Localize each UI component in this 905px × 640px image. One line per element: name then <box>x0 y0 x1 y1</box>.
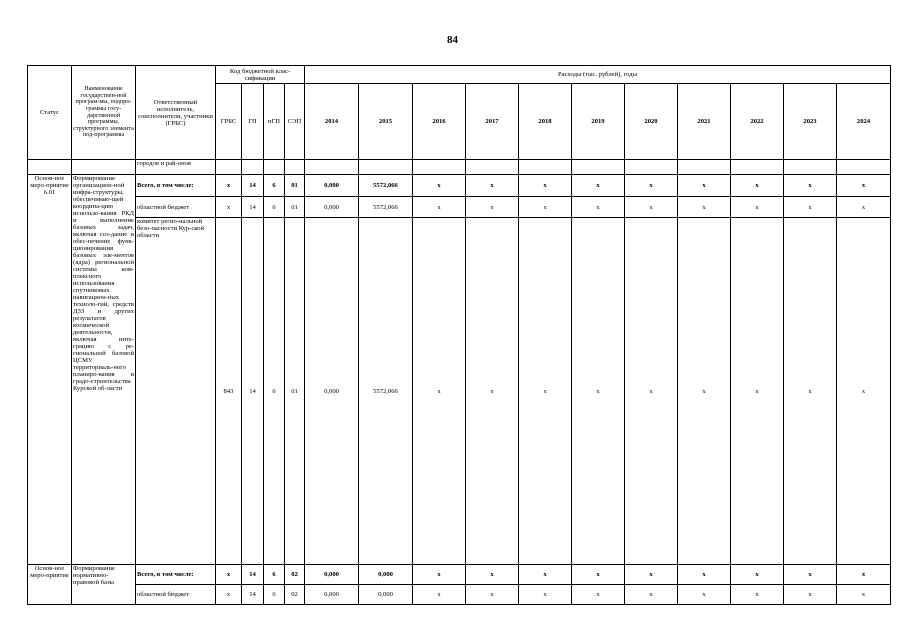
value-cell: x <box>625 585 678 605</box>
value-cell: 0,000 <box>305 175 359 197</box>
value-cell: x <box>625 565 678 585</box>
value-cell: x <box>837 218 891 565</box>
header-status: Статус <box>28 66 72 160</box>
executor-cell: областной бюджет <box>136 197 216 218</box>
executor-cell: Всего, в том числе: <box>136 565 216 585</box>
header-executor: Ответственный исполнитель, соисполнители, участники (ГРБС) <box>136 66 216 160</box>
code-gp-cell: 14 <box>242 218 264 565</box>
value-cell: x <box>784 565 837 585</box>
value-cell: x <box>731 585 784 605</box>
table-row <box>28 218 891 565</box>
header-code-gp: ГП <box>242 84 264 160</box>
value-cell: 5572,066 <box>359 197 413 218</box>
value-cell: x <box>413 218 466 565</box>
code-grbs-cell: x <box>216 175 242 197</box>
header-year-2022: 2022 <box>731 84 784 160</box>
header-year-2019: 2019 <box>572 84 625 160</box>
value-cell: x <box>572 218 625 565</box>
value-cell: 0,000 <box>359 565 413 585</box>
header-year-2023: 2023 <box>784 84 837 160</box>
table-row <box>28 585 891 605</box>
value-cell: x <box>572 565 625 585</box>
header-year-2016: 2016 <box>413 84 466 160</box>
table-row <box>28 197 891 218</box>
executor-cell: комитет регио-нальной безо-пасности Кур-ской области <box>136 218 216 565</box>
value-cell: x <box>731 218 784 565</box>
value-cell: x <box>572 197 625 218</box>
code-pgp-cell: 6 <box>264 218 285 565</box>
value-cell: x <box>466 565 519 585</box>
code-gp-cell: 14 <box>242 197 264 218</box>
header-code-sep: СЭП <box>285 84 305 160</box>
code-sep-cell: 02 <box>285 585 305 605</box>
header-year-2020: 2020 <box>625 84 678 160</box>
code-sep-cell: 01 <box>285 218 305 565</box>
value-cell: x <box>731 197 784 218</box>
value-cell: x <box>519 565 572 585</box>
code-pgp-cell: 6 <box>264 565 285 585</box>
table-row <box>28 565 891 585</box>
value-cell: x <box>731 175 784 197</box>
value-cell: 0,000 <box>305 197 359 218</box>
value-cell: x <box>837 175 891 197</box>
code-sep-cell: 01 <box>285 175 305 197</box>
value-cell: x <box>413 175 466 197</box>
header-code-pgp: пГП <box>264 84 285 160</box>
value-cell: x <box>572 585 625 605</box>
name-cell: Формирование нормативно-правовой базы <box>72 565 136 605</box>
header-code-group: Код бюджетной клас-сификации <box>216 66 305 84</box>
value-cell: 5572,066 <box>359 175 413 197</box>
value-cell: x <box>678 585 731 605</box>
code-gp-cell: 14 <box>242 565 264 585</box>
value-cell: x <box>625 218 678 565</box>
value-cell: x <box>519 175 572 197</box>
header-name: Наименование государствен-ной програм-мы, подпро-граммы госу-дарственной программы, структурного элемента под-программы <box>72 66 136 160</box>
header-year-2024: 2024 <box>837 84 891 160</box>
code-pgp-cell: 6 <box>264 585 285 605</box>
value-cell: x <box>519 197 572 218</box>
code-grbs-cell: x <box>216 565 242 585</box>
status-cell: Основ-ное меро-приятие <box>28 565 72 605</box>
value-cell: 0,000 <box>305 565 359 585</box>
code-sep-cell: 01 <box>285 197 305 218</box>
value-cell: 0,000 <box>359 585 413 605</box>
value-cell: x <box>466 197 519 218</box>
value-cell: x <box>572 175 625 197</box>
header-expenses-group: Расходы (тыс. рублей), годы <box>305 66 891 84</box>
page-number: 84 <box>447 34 458 46</box>
table-row <box>28 175 891 197</box>
value-cell: x <box>678 175 731 197</box>
value-cell: x <box>519 585 572 605</box>
value-cell: x <box>837 197 891 218</box>
code-gp-cell: 14 <box>242 585 264 605</box>
value-cell: x <box>678 218 731 565</box>
code-sep-cell: 02 <box>285 565 305 585</box>
value-cell: 0,000 <box>305 585 359 605</box>
budget-table <box>27 65 891 605</box>
header-year-2017: 2017 <box>466 84 519 160</box>
header-year-2018: 2018 <box>519 84 572 160</box>
value-cell: x <box>625 197 678 218</box>
value-cell: x <box>731 565 784 585</box>
value-cell: x <box>466 218 519 565</box>
value-cell: x <box>466 585 519 605</box>
value-cell: x <box>413 565 466 585</box>
value-cell: x <box>519 218 572 565</box>
code-pgp-cell: 6 <box>264 197 285 218</box>
value-cell: x <box>625 175 678 197</box>
header-year-2014: 2014 <box>305 84 359 160</box>
value-cell: x <box>784 218 837 565</box>
table-row <box>28 160 891 175</box>
value-cell: x <box>413 197 466 218</box>
code-grbs-cell: 843 <box>216 218 242 565</box>
header-year-2015: 2015 <box>359 84 413 160</box>
code-gp-cell: 14 <box>242 175 264 197</box>
value-cell: x <box>784 585 837 605</box>
header-year-2021: 2021 <box>678 84 731 160</box>
value-cell: x <box>466 175 519 197</box>
value-cell: x <box>784 197 837 218</box>
value-cell: x <box>837 565 891 585</box>
value-cell: 5572,066 <box>359 218 413 565</box>
value-cell: x <box>837 585 891 605</box>
header-code-grbs: ГРБС <box>216 84 242 160</box>
code-pgp-cell: 6 <box>264 175 285 197</box>
executor-cell: Всего, в том числе: <box>136 175 216 197</box>
code-grbs-cell: x <box>216 585 242 605</box>
value-cell: 0,000 <box>305 218 359 565</box>
status-cell: Основ-ное меро-приятие 6.01 <box>28 175 72 565</box>
executor-cell: областной бюджет <box>136 585 216 605</box>
table-header <box>28 66 891 160</box>
code-grbs-cell: x <box>216 197 242 218</box>
executor-cell: городов и рай-онов <box>136 160 216 175</box>
value-cell: x <box>678 197 731 218</box>
value-cell: x <box>413 585 466 605</box>
name-cell: Формирование организацион-ной инфра-структуры, обеспечиваю-щей координа-цию использо-вания РКД и выполнение базовых задач, включая соз-дание и обес-печение функ-ционирования базовых эле-ментов (ядра) региональной системы ком-плексного использования спутниковых навигацион-ных техноло-гий, средств ДЗЗ и других результатов космической деятельности, включая инте-грацию с ре-гиональной базовой ЦСМУ территориаль-ного планиро-вания и градо-строительства Курской об-ласти <box>72 175 136 565</box>
value-cell: x <box>784 175 837 197</box>
value-cell: x <box>678 565 731 585</box>
